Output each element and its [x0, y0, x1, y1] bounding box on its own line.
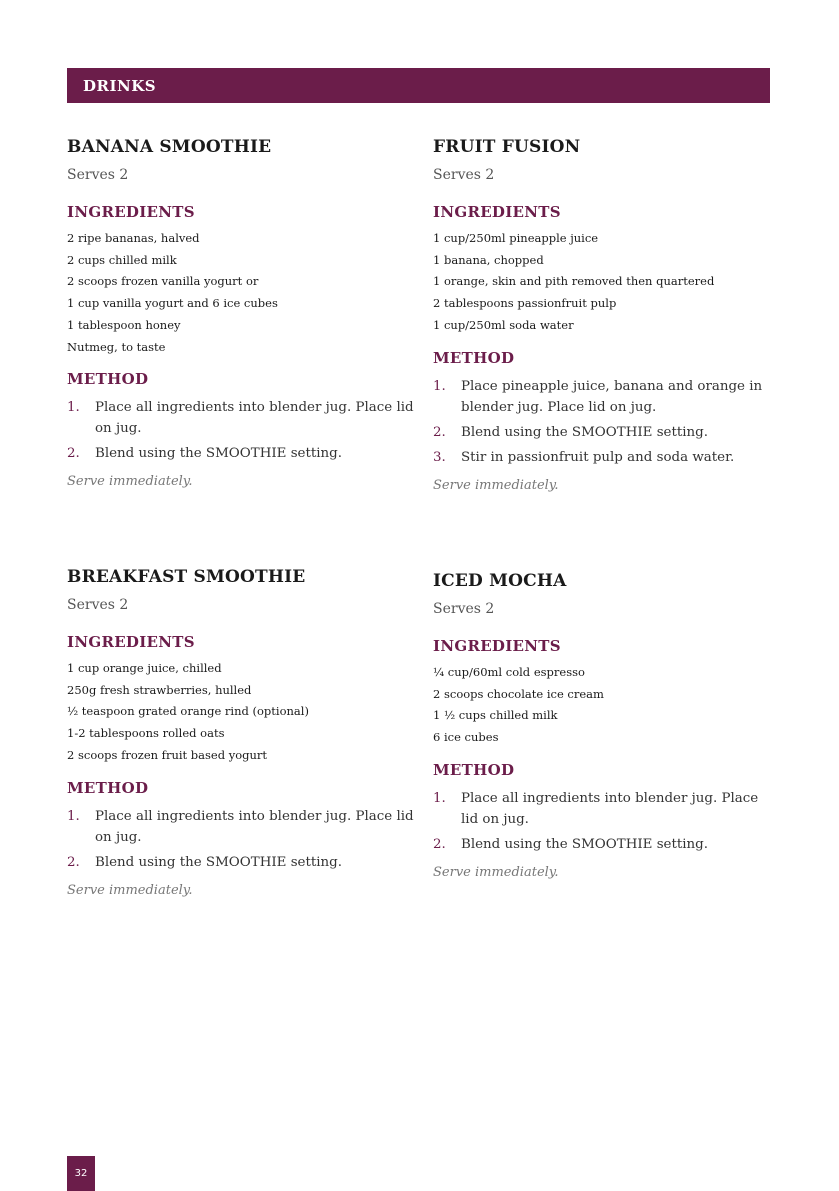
step-text: Place all ingredients into blender jug. Place lid on jug.: [95, 400, 414, 437]
step-text: Stir in passionfruit pulp and soda water.: [461, 449, 735, 465]
page-number: 32: [67, 1156, 95, 1191]
ingredient-item: 2 scoops frozen vanilla yogurt or: [67, 274, 259, 289]
ingredients-heading: INGREDIENTS: [433, 203, 561, 221]
step-number: 2.: [67, 854, 80, 870]
method-step: [433, 447, 773, 468]
section-title: DRINKS: [83, 76, 157, 95]
ingredient-item: 1 banana, chopped: [433, 252, 544, 267]
serving-note: Serve immediately.: [433, 864, 559, 880]
ingredient-item: ½ teaspoon grated orange rind (optional): [67, 704, 309, 719]
ingredients-list: [67, 658, 427, 767]
recipe-banana-smoothie: [67, 136, 427, 492]
method-list: [67, 397, 427, 464]
step-text: Place all ingredients into blender jug. Place lid on jug.: [95, 808, 414, 845]
method-list: [433, 376, 773, 468]
ingredient-item: 1 ½ cups chilled milk: [433, 708, 558, 723]
recipe-title: FRUIT FUSION: [433, 137, 581, 157]
ingredients-heading: INGREDIENTS: [67, 633, 195, 651]
recipe-serves: Serves 2: [67, 167, 129, 183]
recipe-serves: Serves 2: [433, 167, 495, 183]
ingredients-heading: INGREDIENTS: [433, 637, 561, 655]
step-number: 1.: [433, 378, 446, 394]
ingredient-item: 1-2 tablespoons rolled oats: [67, 726, 225, 741]
ingredient-item: 2 scoops chocolate ice cream: [433, 686, 604, 701]
recipe-fruit-fusion: [433, 136, 773, 496]
recipe-serves: Serves 2: [67, 597, 129, 613]
ingredient-item: 2 tablespoons passionfruit pulp: [433, 296, 617, 311]
method-heading: METHOD: [433, 348, 515, 367]
step-number: 1.: [67, 808, 80, 824]
method-step: [433, 834, 773, 855]
method-heading: METHOD: [433, 760, 515, 779]
method-list: [67, 806, 427, 873]
recipe-title: ICED MOCHA: [433, 571, 567, 591]
ingredient-item: 250g fresh strawberries, hulled: [67, 682, 252, 697]
method-step: [433, 788, 773, 830]
method-step: [67, 397, 427, 439]
step-text: Blend using the SMOOTHIE setting.: [461, 424, 708, 440]
ingredients-list: [67, 228, 427, 358]
ingredient-item: 1 cup vanilla yogurt and 6 ice cubes: [67, 296, 278, 311]
step-text: Blend using the SMOOTHIE setting.: [95, 854, 342, 870]
method-list: [433, 788, 773, 855]
recipe-title: BREAKFAST SMOOTHIE: [67, 567, 306, 587]
step-number: 2.: [67, 446, 80, 462]
ingredient-item: ¼ cup/60ml cold espresso: [433, 665, 585, 679]
step-number: 1.: [67, 400, 80, 416]
recipe-breakfast-smoothie: [67, 566, 427, 901]
serving-note: Serve immediately.: [67, 474, 193, 490]
ingredient-item: 1 orange, skin and pith removed then quartered: [433, 274, 715, 289]
ingredient-item: 2 ripe bananas, halved: [67, 231, 200, 245]
method-step: [433, 422, 773, 443]
step-number: 2.: [433, 424, 446, 440]
step-number: 3.: [433, 449, 446, 465]
ingredient-item: 1 cup/250ml soda water: [433, 317, 574, 332]
step-text: Place pineapple juice, banana and orange in blender jug. Place lid on jug.: [461, 378, 763, 415]
ingredient-item: 6 ice cubes: [433, 730, 499, 745]
method-heading: METHOD: [67, 370, 149, 389]
ingredient-item: 1 tablespoon honey: [67, 317, 181, 332]
method-step: [67, 806, 427, 848]
method-step: [67, 852, 427, 873]
serving-note: Serve immediately.: [433, 477, 559, 493]
recipe-title: BANANA SMOOTHIE: [67, 137, 272, 157]
ingredient-item: 2 cups chilled milk: [67, 252, 177, 267]
recipe-iced-mocha: [433, 570, 773, 883]
serving-note: Serve immediately.: [67, 882, 193, 898]
ingredient-item: 1 cup orange juice, chilled: [67, 661, 222, 675]
step-text: Blend using the SMOOTHIE setting.: [461, 836, 708, 852]
step-text: Place all ingredients into blender jug. Place lid on jug.: [461, 790, 759, 827]
ingredient-item: 1 cup/250ml pineapple juice: [433, 231, 599, 245]
ingredient-item: Nutmeg, to taste: [67, 339, 166, 354]
step-number: 2.: [433, 836, 446, 852]
recipe-serves: Serves 2: [433, 601, 495, 617]
method-heading: METHOD: [67, 778, 149, 797]
step-number: 1.: [433, 790, 446, 806]
method-step: [67, 443, 427, 464]
step-text: Blend using the SMOOTHIE setting.: [95, 446, 342, 462]
method-step: [433, 376, 773, 418]
section-header-bar: [67, 68, 770, 103]
ingredients-list: [433, 662, 773, 749]
ingredient-item: 2 scoops frozen fruit based yogurt: [67, 747, 268, 762]
ingredients-list: [433, 228, 773, 337]
ingredients-heading: INGREDIENTS: [67, 203, 195, 221]
